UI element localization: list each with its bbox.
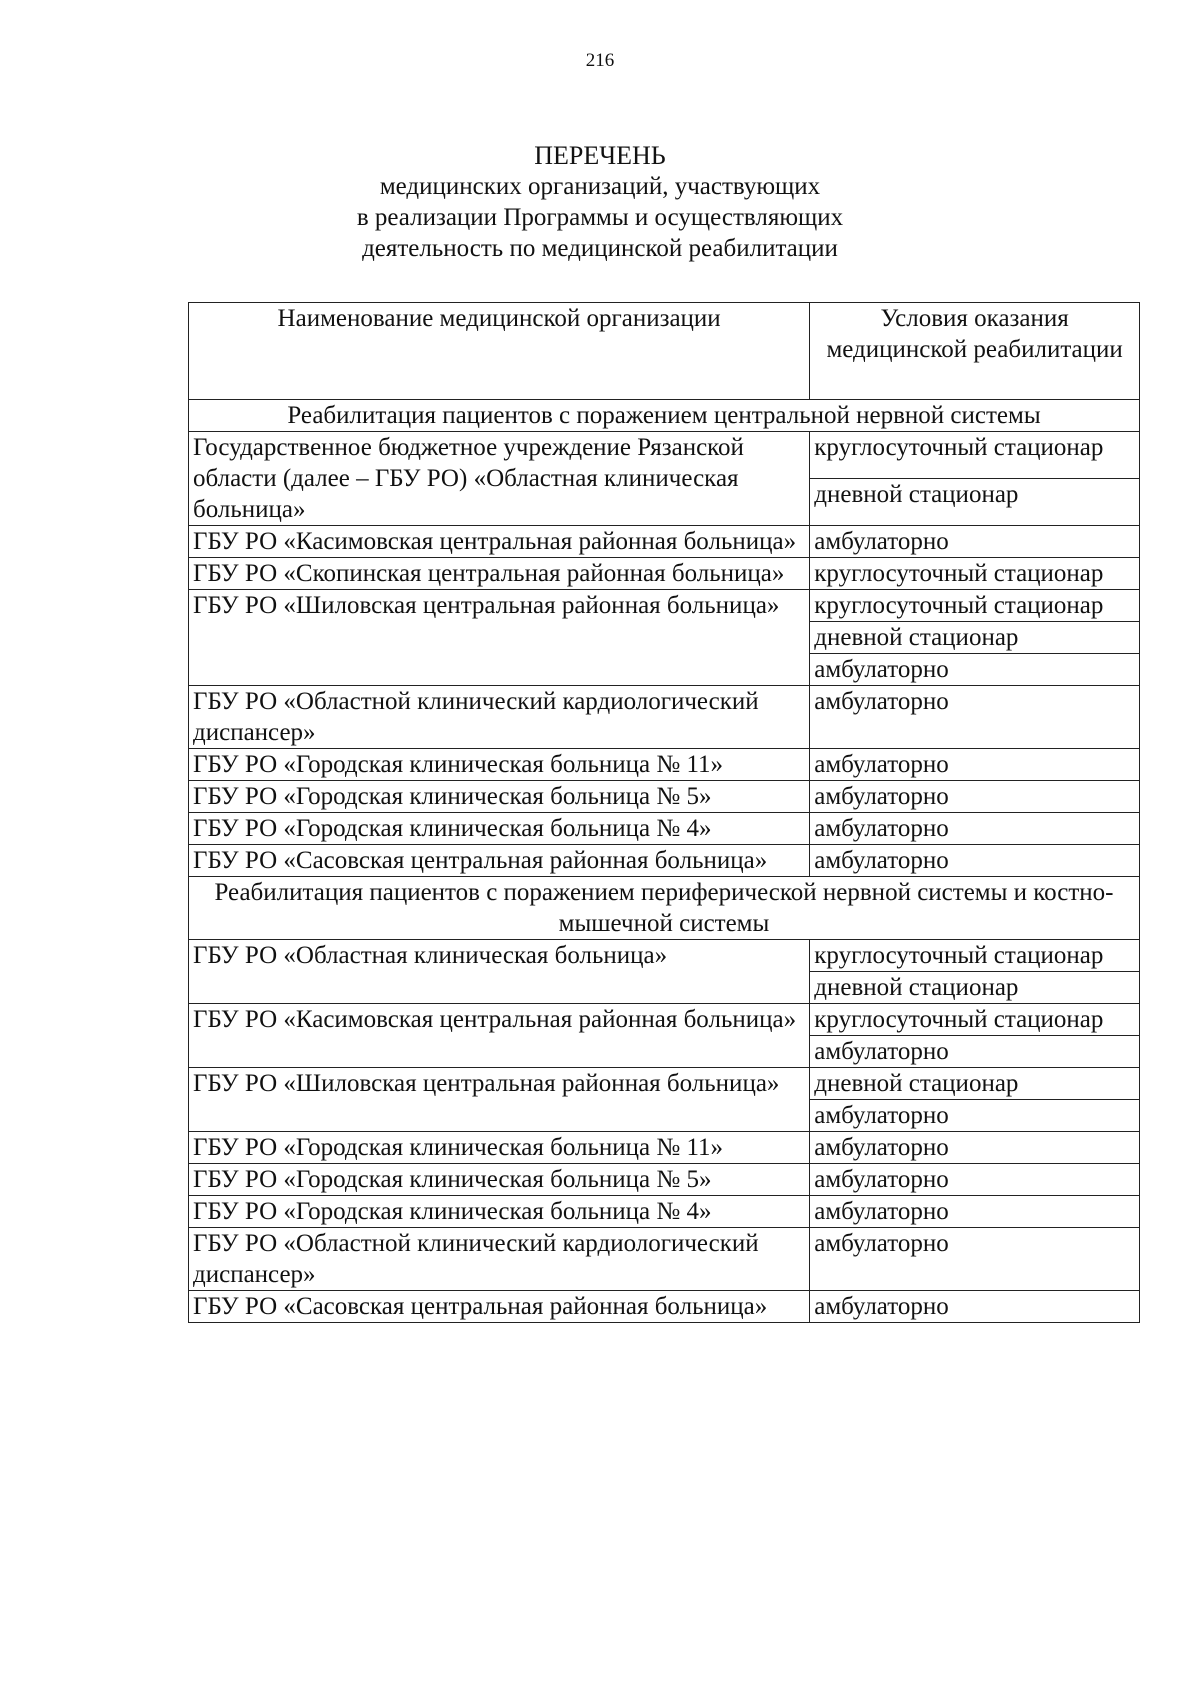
organization-name: ГБУ РО «Касимовская центральная районная больница»: [189, 526, 810, 558]
table-header-row: [189, 303, 1140, 400]
section-row: [189, 400, 1140, 432]
rehabilitation-condition: дневной стационар: [810, 972, 1140, 1004]
table-row: [189, 813, 1140, 845]
organization-name: ГБУ РО «Сасовская центральная районная больница»: [189, 845, 810, 877]
table-row: [189, 781, 1140, 813]
rehabilitation-condition: амбулаторно: [810, 1164, 1140, 1196]
rehabilitation-condition: амбулаторно: [810, 1196, 1140, 1228]
rehabilitation-condition: амбулаторно: [810, 781, 1140, 813]
rehabilitation-condition: амбулаторно: [810, 1132, 1140, 1164]
title-line-1: ПЕРЕЧЕНЬ: [534, 141, 666, 170]
rehabilitation-condition: амбулаторно: [810, 686, 1140, 749]
table-row: [189, 1132, 1140, 1164]
rehabilitation-condition: круглосуточный стационар: [810, 940, 1140, 972]
table-row: [189, 590, 1140, 622]
organization-name: ГБУ РО «Касимовская центральная районная больница»: [189, 1004, 810, 1068]
rehabilitation-condition: амбулаторно: [810, 1100, 1140, 1132]
organization-name: Государственное бюджетное учреждение Рязанской области (далее – ГБУ РО) «Областная клиническая больница»: [189, 432, 810, 526]
organization-name: ГБУ РО «Городская клиническая больница № 5»: [189, 1164, 810, 1196]
rehabilitation-condition: амбулаторно: [810, 654, 1140, 686]
table-body: [189, 400, 1140, 1323]
organizations-table: [188, 302, 1140, 1323]
section-title: Реабилитация пациентов с поражением центральной нервной системы: [189, 400, 1140, 432]
table-row: [189, 749, 1140, 781]
rehabilitation-condition: дневной стационар: [810, 1068, 1140, 1100]
rehabilitation-condition: амбулаторно: [810, 1291, 1140, 1323]
title-line-2: медицинских организаций, участвующих: [379, 173, 821, 200]
organization-name: ГБУ РО «Областной клинический кардиологический диспансер»: [189, 1228, 810, 1291]
header-organization-name: Наименование медицинской организации: [189, 303, 810, 400]
organization-name: ГБУ РО «Областной клинический кардиологический диспансер»: [189, 686, 810, 749]
section-row: [189, 877, 1140, 940]
table-row: [189, 686, 1140, 749]
organization-name: ГБУ РО «Шиловская центральная районная больница»: [189, 590, 810, 686]
section-title: Реабилитация пациентов с поражением периферической нервной системы и костно-мышечной системы: [189, 877, 1140, 940]
header-rehabilitation-conditions: Условия оказания медицинской реабилитации: [810, 303, 1140, 400]
title-line-4: деятельность по медицинской реабилитации: [362, 235, 838, 262]
table-row: [189, 845, 1140, 877]
table-row: [189, 526, 1140, 558]
rehabilitation-condition: круглосуточный стационар: [810, 590, 1140, 622]
table-row: [189, 1196, 1140, 1228]
organization-name: ГБУ РО «Городская клиническая больница № 11»: [189, 1132, 810, 1164]
table-row: [189, 558, 1140, 590]
rehabilitation-condition: амбулаторно: [810, 1036, 1140, 1068]
organization-name: ГБУ РО «Городская клиническая больница № 4»: [189, 1196, 810, 1228]
document-title: [0, 140, 1200, 264]
table-row: [189, 432, 1140, 479]
table-row: [189, 1164, 1140, 1196]
rehabilitation-condition: амбулаторно: [810, 813, 1140, 845]
page-number: 216: [585, 50, 615, 71]
rehabilitation-condition: дневной стационар: [810, 622, 1140, 654]
rehabilitation-condition: круглосуточный стационар: [810, 1004, 1140, 1036]
title-line-3: в реализации Программы и осуществляющих: [356, 204, 844, 231]
table-row: [189, 1291, 1140, 1323]
table-row: [189, 1004, 1140, 1036]
organization-name: ГБУ РО «Скопинская центральная районная больница»: [189, 558, 810, 590]
organization-name: ГБУ РО «Городская клиническая больница № 4»: [189, 813, 810, 845]
rehabilitation-condition: амбулаторно: [810, 1228, 1140, 1291]
table-row: [189, 940, 1140, 972]
rehabilitation-condition: амбулаторно: [810, 845, 1140, 877]
organization-name: ГБУ РО «Городская клиническая больница № 11»: [189, 749, 810, 781]
rehabilitation-condition: дневной стационар: [810, 479, 1140, 526]
organization-name: ГБУ РО «Сасовская центральная районная больница»: [189, 1291, 810, 1323]
table-row: [189, 1068, 1140, 1100]
organization-name: ГБУ РО «Шиловская центральная районная больница»: [189, 1068, 810, 1132]
rehabilitation-condition: круглосуточный стационар: [810, 432, 1140, 479]
rehabilitation-condition: круглосуточный стационар: [810, 558, 1140, 590]
rehabilitation-condition: амбулаторно: [810, 749, 1140, 781]
organization-name: ГБУ РО «Городская клиническая больница № 5»: [189, 781, 810, 813]
rehabilitation-condition: амбулаторно: [810, 526, 1140, 558]
table-row: [189, 1228, 1140, 1291]
organization-name: ГБУ РО «Областная клиническая больница»: [189, 940, 810, 1004]
